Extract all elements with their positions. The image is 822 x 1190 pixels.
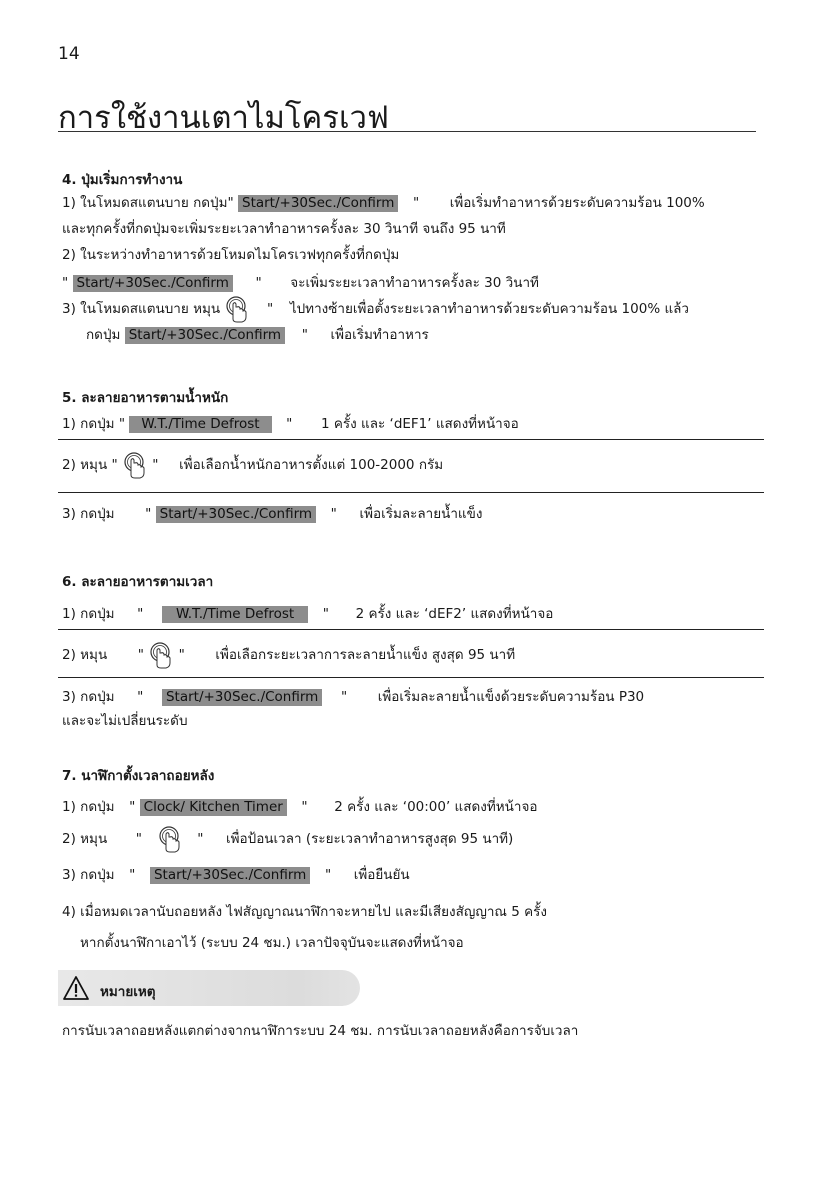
wt-time-defrost-button-label: W.T./Time Defrost [129,416,271,433]
s4-line-3: 2) ในระหว่างทำอาหารด้วยโหมดไมโครเวฟทุกครั้งที่กดปุ่ม [62,247,400,263]
s5-l2-text-a: 2) หมุน " [62,457,118,473]
start-confirm-button-label: Start/+30Sec./Confirm [162,689,322,706]
s6-l3-text-c: เพื่อเริ่มละลายน้ำแข็งด้วยระดับความร้อน P30 [377,689,645,705]
s4-line-2: และทุกครั้งที่กดปุ่มจะเพิ่มระยะเวลาทำอาหารครั้งละ 30 วินาที จนถึง 95 นาที [62,221,506,237]
s6-line-2 [62,640,515,670]
page-title: การใช้งานเตาไมโครเวฟ [58,100,389,136]
s7-l3-quote-a: " [129,867,136,883]
start-confirm-button-label: Start/+30Sec./Confirm [125,327,285,344]
s6-l3-quote-a: " [137,689,144,705]
s4-l5-text-a: 3) ในโหมดสแตนบาย หมุน [62,301,221,317]
s4-l1-text-a: 1) ในโหมดสแตนบาย กดปุ่ม" [62,195,234,211]
s6-l2-quote-b: " [178,647,185,663]
s6-l1-quote-b: " [322,606,329,622]
dial-knob-icon [148,641,174,669]
s4-l6-quote: " [301,327,308,343]
dial-knob-icon [224,295,250,323]
s6-l3-text-a: 3) กดปุ่ม [62,689,115,705]
s7-l2-text-a: 2) หมุน [62,831,108,847]
s5-l3-text-c: เพื่อเริ่มละลายน้ำแข็ง [359,506,483,522]
s4-l6-text-a: กดปุ่ม [86,327,121,343]
s4-l4-text-c: จะเพิ่มระยะเวลาทำอาหารครั้งละ 30 วินาที [290,275,539,291]
title-divider [58,131,756,132]
start-confirm-button-label: Start/+30Sec./Confirm [150,867,310,884]
section-4-heading: 4. ปุ่มเริ่มการทำงาน [62,172,183,188]
s6-l1-quote-a: " [137,606,144,622]
s7-l1-text-c: 2 ครั้ง และ ‘00:00’ แสดงที่หน้าจอ [334,799,538,815]
s4-l1-quote: " [412,195,420,211]
s5-l3-text-a: 3) กดปุ่ม [62,506,115,522]
note-title: หมายเหตุ [100,984,156,1000]
start-confirm-button-label: Start/+30Sec./Confirm [156,506,316,523]
section-7-heading: 7. นาฬิกาตั้งเวลาถอยหลัง [62,768,215,784]
s7-line-4: 4) เมื่อหมดเวลานับถอยหลัง ไฟสัญญาณนาฬิกาจะหายไป และมีเสียงสัญญาณ 5 ครั้ง [62,904,547,920]
wt-time-defrost-button-label: W.T./Time Defrost [162,606,308,623]
s7-l2-quote-b: " [197,831,204,847]
s7-line-5: หากตั้งนาฬิกาเอาไว้ (ระบบ 24 ชม.) เวลาปัจจุบันจะแสดงที่หน้าจอ [80,935,464,951]
s6-l3-quote-b: " [340,689,348,705]
s6-line-4: และจะไม่เปลี่ยนระดับ [62,713,188,729]
s5-divider-2 [58,492,764,493]
s7-l1-quote-a: " [129,799,136,815]
s6-l2-text-a: 2) หมุน [62,647,108,663]
s7-l2-text-c: เพื่อป้อนเวลา (ระยะเวลาทำอาหารสูงสุด 95 นาที) [226,831,514,847]
s7-l1-quote-b: " [301,799,308,815]
start-confirm-button-label: Start/+30Sec./Confirm [238,195,398,212]
s5-line-3 [62,503,482,525]
s6-l2-quote-a: " [137,647,144,663]
note-text: การนับเวลาถอยหลังแตกต่างจากนาฬิการะบบ 24 ชม. การนับเวลาถอยหลังคือการจับเวลา [62,1023,579,1039]
s4-line-4 [62,272,539,294]
s5-line-1 [62,413,519,435]
s7-l3-text-c: เพื่อยืนยัน [353,867,410,883]
s7-l3-quote-b: " [324,867,332,883]
start-confirm-button-label: Start/+30Sec./Confirm [73,275,233,292]
dial-knob-icon [122,451,148,479]
s4-l1-text-c: เพื่อเริ่มทำอาหารด้วยระดับความร้อน 100% [449,195,705,211]
s4-l4-quote-b: " [255,275,262,291]
s7-line-3 [62,864,410,886]
section-5-heading: 5. ละลายอาหารตามน้ำหนัก [62,390,229,406]
s6-line-3 [62,686,644,708]
s6-line-1 [62,603,553,625]
s4-l4-quote-a: " [62,275,69,291]
s4-line-1 [62,192,705,214]
s5-l1-text-c: 1 ครั้ง และ ‘dEF1’ แสดงที่หน้าจอ [320,416,519,432]
s5-divider-1 [58,439,764,440]
s5-l3-quote-a: " [145,506,152,522]
s7-line-2 [62,824,513,854]
s6-l1-text-a: 1) กดปุ่ม [62,606,115,622]
dial-knob-icon [157,825,183,853]
s7-line-1 [62,796,537,818]
s5-l3-quote-b: " [330,506,337,522]
s4-line-5 [62,294,689,324]
s6-divider-2 [58,677,764,678]
s5-l2-quote: " [152,457,159,473]
s4-l5-quote: " [267,301,274,317]
s6-l1-text-c: 2 ครั้ง และ ‘dEF2’ แสดงที่หน้าจอ [355,606,554,622]
clock-kitchen-timer-button-label: Clock/ Kitchen Timer [140,799,287,816]
s4-l5-text-c: ไปทางซ้ายเพื่อตั้งระยะเวลาทำอาหารด้วยระดับความร้อน 100% แล้ว [289,301,689,317]
s7-l2-quote-a: " [135,831,142,847]
page-number: 14 [58,44,80,64]
s7-l3-text-a: 3) กดปุ่ม [62,867,115,883]
s5-l1-text-a: 1) กดปุ่ม " [62,416,126,432]
s4-l6-text-c: เพื่อเริ่มทำอาหาร [330,327,429,343]
warning-icon [62,975,90,1001]
s4-line-6 [86,324,429,346]
s5-line-2 [62,450,443,480]
s7-l1-text-a: 1) กดปุ่ม [62,799,115,815]
s5-l2-text-c: เพื่อเลือกน้ำหนักอาหารตั้งแต่ 100-2000 กรัม [179,457,444,473]
section-6-heading: 6. ละลายอาหารตามเวลา [62,574,214,590]
s6-divider-1 [58,629,764,630]
s6-l2-text-c: เพื่อเลือกระยะเวลาการละลายน้ำแข็ง สูงสุด 95 นาที [215,647,516,663]
s5-l1-quote: " [286,416,293,432]
